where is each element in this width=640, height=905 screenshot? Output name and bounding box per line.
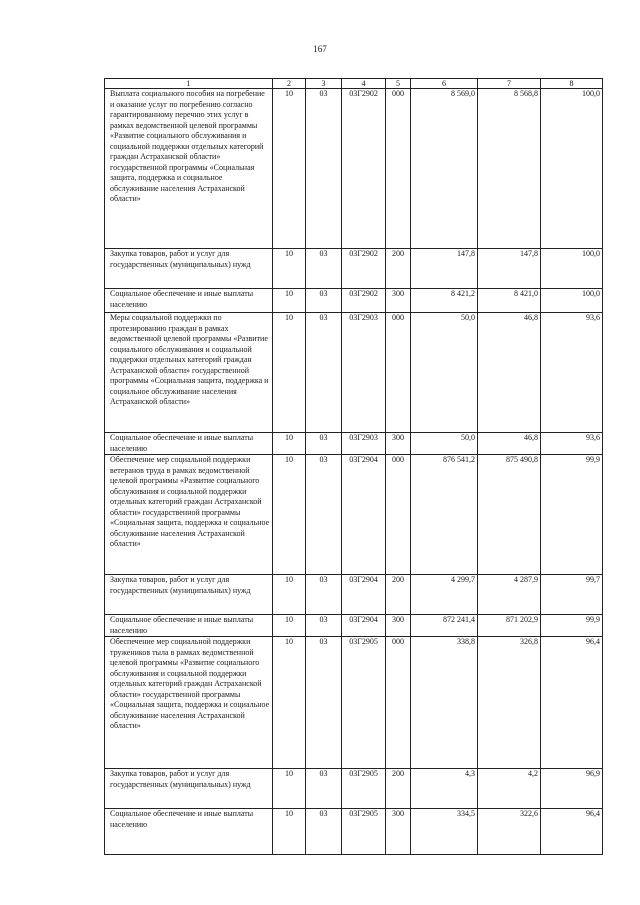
row-vr: 200 xyxy=(386,769,411,809)
row-fact: 46,8 xyxy=(478,433,541,455)
row-rz: 10 xyxy=(273,637,306,769)
row-vr: 300 xyxy=(386,433,411,455)
row-name: Социальное обеспечение и иные выплаты населению xyxy=(105,289,273,313)
table-row xyxy=(105,89,603,249)
table-row xyxy=(105,313,603,433)
row-pct: 96,4 xyxy=(541,809,603,855)
row-name: Социальное обеспечение и иные выплаты населению xyxy=(105,433,273,455)
table-row xyxy=(105,769,603,809)
row-vr: 200 xyxy=(386,249,411,289)
row-plan: 334,5 xyxy=(411,809,478,855)
row-pr: 03 xyxy=(306,455,342,575)
row-csr: 03Г2904 xyxy=(342,455,386,575)
row-plan: 147,8 xyxy=(411,249,478,289)
row-vr: 000 xyxy=(386,455,411,575)
row-csr: 03Г2905 xyxy=(342,769,386,809)
row-pr: 03 xyxy=(306,769,342,809)
header-row xyxy=(105,79,603,89)
row-pct: 93,6 xyxy=(541,433,603,455)
header-cell: 3 xyxy=(306,79,342,89)
row-plan: 8 421,2 xyxy=(411,289,478,313)
row-pr: 03 xyxy=(306,615,342,637)
row-csr: 03Г2904 xyxy=(342,615,386,637)
row-vr: 300 xyxy=(386,289,411,313)
row-rz: 10 xyxy=(273,89,306,249)
row-fact: 871 202,9 xyxy=(478,615,541,637)
row-name: Выплата социального пособия на погребение и оказание услуг по погребению согласно гарантированному перечню этих услуг в рамках ведомственной целевой программы «Развитие социального обслуживания и социальной поддержки отдельных категорий граждан Астраханской области» государственной программы «Социальная защита, поддержка и социальное обслуживание населения Астраханской области» xyxy=(105,89,273,249)
row-pr: 03 xyxy=(306,313,342,433)
row-csr: 03Г2905 xyxy=(342,637,386,769)
row-plan: 50,0 xyxy=(411,313,478,433)
row-name: Обеспечение мер социальной поддержки тружеников тыла в рамках ведомственной целевой программы «Развитие социального обслуживания и социальной поддержки отдельных категорий граждан Астраханской области» государственной программы «Социальная защита, поддержка и социальное обслуживание населения Астраханской области» xyxy=(105,637,273,769)
row-fact: 8 421,0 xyxy=(478,289,541,313)
table-row xyxy=(105,289,603,313)
row-name: Закупка товаров, работ и услуг для государственных (муниципальных) нужд xyxy=(105,575,273,615)
header-cell: 2 xyxy=(273,79,306,89)
row-fact: 322,6 xyxy=(478,809,541,855)
row-pct: 99,9 xyxy=(541,455,603,575)
row-fact: 4 287,9 xyxy=(478,575,541,615)
row-rz: 10 xyxy=(273,249,306,289)
row-pct: 100,0 xyxy=(541,89,603,249)
row-csr: 03Г2902 xyxy=(342,89,386,249)
row-pct: 100,0 xyxy=(541,289,603,313)
row-fact: 326,8 xyxy=(478,637,541,769)
row-rz: 10 xyxy=(273,575,306,615)
row-rz: 10 xyxy=(273,615,306,637)
row-fact: 875 490,8 xyxy=(478,455,541,575)
page-number: 167 xyxy=(313,44,327,54)
row-name: Социальное обеспечение и иные выплаты населению xyxy=(105,615,273,637)
row-rz: 10 xyxy=(273,455,306,575)
row-csr: 03Г2905 xyxy=(342,809,386,855)
row-plan: 8 569,0 xyxy=(411,89,478,249)
row-plan: 338,8 xyxy=(411,637,478,769)
row-fact: 8 568,8 xyxy=(478,89,541,249)
row-pr: 03 xyxy=(306,809,342,855)
table-row xyxy=(105,615,603,637)
row-pct: 99,9 xyxy=(541,615,603,637)
budget-table xyxy=(104,78,603,855)
row-pct: 99,7 xyxy=(541,575,603,615)
row-plan: 4 299,7 xyxy=(411,575,478,615)
row-csr: 03Г2903 xyxy=(342,433,386,455)
row-plan: 872 241,4 xyxy=(411,615,478,637)
row-vr: 300 xyxy=(386,615,411,637)
header-cell: 5 xyxy=(386,79,411,89)
row-fact: 46,8 xyxy=(478,313,541,433)
row-csr: 03Г2904 xyxy=(342,575,386,615)
row-vr: 000 xyxy=(386,89,411,249)
row-pct: 93,6 xyxy=(541,313,603,433)
row-vr: 000 xyxy=(386,313,411,433)
row-name: Закупка товаров, работ и услуг для государственных (муниципальных) нужд xyxy=(105,249,273,289)
row-name: Социальное обеспечение и иные выплаты населению xyxy=(105,809,273,855)
row-pr: 03 xyxy=(306,637,342,769)
row-csr: 03Г2902 xyxy=(342,289,386,313)
table-row xyxy=(105,249,603,289)
row-plan: 876 541,2 xyxy=(411,455,478,575)
row-pct: 100,0 xyxy=(541,249,603,289)
row-csr: 03Г2902 xyxy=(342,249,386,289)
row-vr: 200 xyxy=(386,575,411,615)
header-cell: 7 xyxy=(478,79,541,89)
row-name: Меры социальной поддержки по протезированию граждан в рамках ведомственной целевой программы «Развитие социального обслуживания и социальной поддержки отдельных категорий граждан Астраханской области» государственной программы «Социальная защита, поддержка и социальное обслуживание населения Астраханской области» xyxy=(105,313,273,433)
row-plan: 50,0 xyxy=(411,433,478,455)
row-fact: 4,2 xyxy=(478,769,541,809)
row-rz: 10 xyxy=(273,769,306,809)
row-csr: 03Г2903 xyxy=(342,313,386,433)
table-row xyxy=(105,637,603,769)
row-pr: 03 xyxy=(306,575,342,615)
table-row xyxy=(105,433,603,455)
row-name: Обеспечение мер социальной поддержки ветеранов труда в рамках ведомственной целевой программы «Развитие социального обслуживания и социальной поддержки отдельных категорий граждан Астраханской области» государственной программы «Социальная защита, поддержка и социальное обслуживание населения Астраханской области» xyxy=(105,455,273,575)
row-vr: 300 xyxy=(386,809,411,855)
row-pr: 03 xyxy=(306,289,342,313)
row-pr: 03 xyxy=(306,249,342,289)
row-fact: 147,8 xyxy=(478,249,541,289)
header-cell: 6 xyxy=(411,79,478,89)
row-name: Закупка товаров, работ и услуг для государственных (муниципальных) нужд xyxy=(105,769,273,809)
table-row xyxy=(105,455,603,575)
row-pct: 96,4 xyxy=(541,637,603,769)
row-pr: 03 xyxy=(306,433,342,455)
table-row xyxy=(105,575,603,615)
row-vr: 000 xyxy=(386,637,411,769)
row-rz: 10 xyxy=(273,313,306,433)
row-rz: 10 xyxy=(273,809,306,855)
row-rz: 10 xyxy=(273,289,306,313)
header-cell: 1 xyxy=(105,79,273,89)
header-cell: 4 xyxy=(342,79,386,89)
table-row xyxy=(105,809,603,855)
header-cell: 8 xyxy=(541,79,603,89)
row-plan: 4,3 xyxy=(411,769,478,809)
row-rz: 10 xyxy=(273,433,306,455)
row-pr: 03 xyxy=(306,89,342,249)
row-pct: 96,9 xyxy=(541,769,603,809)
